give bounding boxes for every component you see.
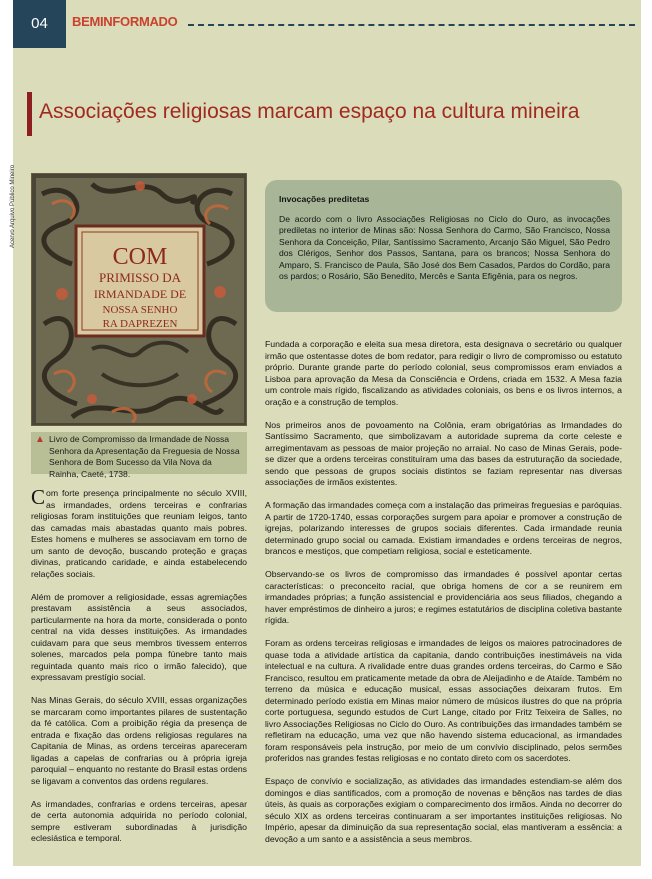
- cover-text-line-5: RA DAPREZEN: [102, 318, 178, 330]
- right-paragraph-2: Nos primeiros anos de povoamento na Colônia, eram obrigatórias as Irmandades do Santíssimo Sacramento, que simbolizavam a autoridade suprema da corte celeste e arregimentavam as pessoas de maior projeção no arraial. No caso de Minas Gerais, pode-se dizer que a ordens terceiras constituíram uma das bases da estruturação da sociedade, sendo que pessoas de grupos sociais distintos se faziam representar nas diversas associações de irmãos existentes.: [265, 419, 622, 487]
- header-divider: [188, 24, 635, 26]
- brand-part-2: INFORMADO: [100, 14, 178, 29]
- right-column: [265, 339, 622, 857]
- left-paragraph-1: [31, 485, 247, 580]
- right-paragraph-1: Fundada a corporação e eleita sua mesa diretora, esta designava o secretário ou qualquer irmão que ostentasse dotes de bom redator, para redigir o livro de compromisso ou estatuto próprio. Durante grande parte do período colonial, seus compromissos eram enviados a Lisboa para aprovação da Mesa da Consciência e Ordens, criada em 1532. A Mesa fazia um controle mais rígido, fiscalizando as atividades coloniais, os bens e os livros internos, a oração e a construção de templos.: [265, 339, 622, 407]
- right-paragraph-4: Observando-se os livros de compromisso das irmandades é possível apontar certas características: o preconceito racial, que obriga homens de cor a se reunirem em irmandades próprias; a função assistencial e providenciária aos seus filiados, chegando a haver empréstimos de dinheiro a juros; e regimes estatutários de disciplina coletiva bastante rígida.: [265, 569, 622, 625]
- right-paragraph-5: Foram as ordens terceiras religiosas e irmandades de leigos os maiores patrocinadores de quase toda a atividade artística da capitania, dando contribuições inestimáveis na vida intelectual e na cultura. A rivalidade entre duas grandes ordens terceiras, do Carmo e São Francisco, resultou em praticamente metade da obra de Aleijadinho e de Ataíde. Também no terreno da música e educação musical, essas associações deixaram frutos. Em determinado período existia em Minas maior número de músicos ilustres do que na própria corte portuguesa, segundo estudos de Curt Lange, citado por Fritz Teixeira de Salles, no livro Associações Religiosas no Ciclo do Ouro. As contribuições das irmandades também se refletiram na educação, uma vez que não havendo sistema educacional, as irmandades foram responsáveis pela instrução, por meio de um convívio disciplinado, pelos sermões proferidos nas grandes festas religiosas e no contato direto com os sacerdotes.: [265, 638, 622, 763]
- photo-caption-text: Livro de Compromisso da Irmandade de Nossa Senhora da Apresentação da Freguesia de Nossa Senhora de Bom Sucesso da Vila Nova da Rainha, Caeté, 1738.: [49, 434, 240, 479]
- cover-text-line-2: PRIMISSO DA: [99, 270, 181, 285]
- left-column: [31, 485, 247, 856]
- sidebar-box: [265, 180, 622, 312]
- page-number: 04: [13, 0, 66, 48]
- left-paragraph-4: As irmandades, confrarias e ordens terceiras, apesar de certa autonomia adquirida no período colonial, sempre estiveram subordinadas à jurisdição eclesiástica e temporal.: [31, 798, 247, 843]
- right-paragraph-6: Espaço de convívio e socialização, as atividades das irmandades estendiam-se além dos domingos e dias santificados, com a promoção de novenas e bênçãos nas tardes de dias úteis, às quais as corporações exigiam o comparecimento dos irmãos. Ainda no decorrer do século XIX as ordens terceiras continuaram a ser importantes instituições religiosas. No Império, apesar da diminuição da sua representação social, elas mantiveram a essência: a devoção a um santo e a assistência a seus membros.: [265, 776, 622, 844]
- left-paragraph-3: Nas Minas Gerais, do século XVIII, essas organizações se marcaram como importantes pilares de sustentação da fé católica. Com a proibição régia da presença de entrada e fixação das ordens religiosas regulares na Capitania de Minas, as ordens terceiras apareceram ligadas a capelas de confrarias ou à própria igreja paroquial – enquanto no restante do Brasil estas ordens se ligavam a conventos das ordens regulares.: [31, 695, 247, 786]
- left-paragraph-2: Além de promover a religiosidade, essas agremiações prestavam assistência a seus associados, particularmente na hora da morte, considerada o ponto central na vida desses instituições. As irmandades cuidavam para que seus membros tivessem enterros solenes, marcados pela pompa fúnebre tanto mais reguintada quanto mais rico o irmão falecido), que expressavam prestígio social.: [31, 591, 247, 682]
- brand-part-1: BEM: [72, 14, 100, 29]
- cover-text-line-1: COM: [112, 244, 168, 270]
- sidebar-box-title: Invocações preditetas: [279, 194, 370, 204]
- cover-text-line-4: NOSSA SENHO: [102, 304, 178, 316]
- cover-text-line-3: IRMANDADE DE: [93, 287, 187, 301]
- photo-credit: Acervo Arquivo Público Mineiro: [10, 164, 16, 248]
- brand-logo: [72, 14, 177, 29]
- right-paragraph-3: A formação das irmandades começa com a instalação das primeiras freguesias e paróquias. A partir de 1720-1740, essas corporações surgem para apoiar e promover a construção de igrejas, polarizando interesses de grupos sociais diferentes. Cada irmandade reunia determinado grupo social ou camada. Existiam irmandades e ordens terceiras de negros, brancos e mestiços, que competiam religiosa, social e esteticamente.: [265, 500, 622, 556]
- article-title: Associações religiosas marcam espaço na cultura mineira: [39, 100, 580, 123]
- sidebar-box-text: De acordo com o livro Associações Religiosas no Ciclo do Ouro, as invocações prediletas no interior de Minas são: Nossa Senhora do Carmo, São Francisco, Nossa Senhora da Conceição, Pilar, Santíssimo Sacramento, Arcanjo São Miguel, São Pedro dos Clérigos, Senhor dos Passos, Santana, para os brancos; Nossa Senhora do Amparo, S. Francisco de Paula, São José dos Bem Casados, Pardos do Cordão, para os pardos; o Rosário, São Benedito, Mercês e Santa Efigênia, para os negros.: [279, 214, 610, 282]
- drop-cap: C: [31, 485, 46, 509]
- caption-arrow-icon: ▲: [35, 434, 45, 445]
- title-accent-bar: [27, 92, 32, 136]
- left-paragraph-1-text: om forte presença principalmente no século XVIII, as irmandades, ordens terceiras e confrarias religiosas foram instituições que reuniam leigos, tanto das camadas mais abastadas quanto mais pobres. Estes homens e mulheres se associavam em torno de um santo de devoção, buscando proteção e graças divinas, praticando caridade, e ainda estabelecendo relações sociais.: [31, 488, 247, 579]
- photo-caption: [31, 432, 247, 479]
- book-cover-photo: [31, 173, 247, 426]
- book-cover-illustration: [32, 174, 247, 426]
